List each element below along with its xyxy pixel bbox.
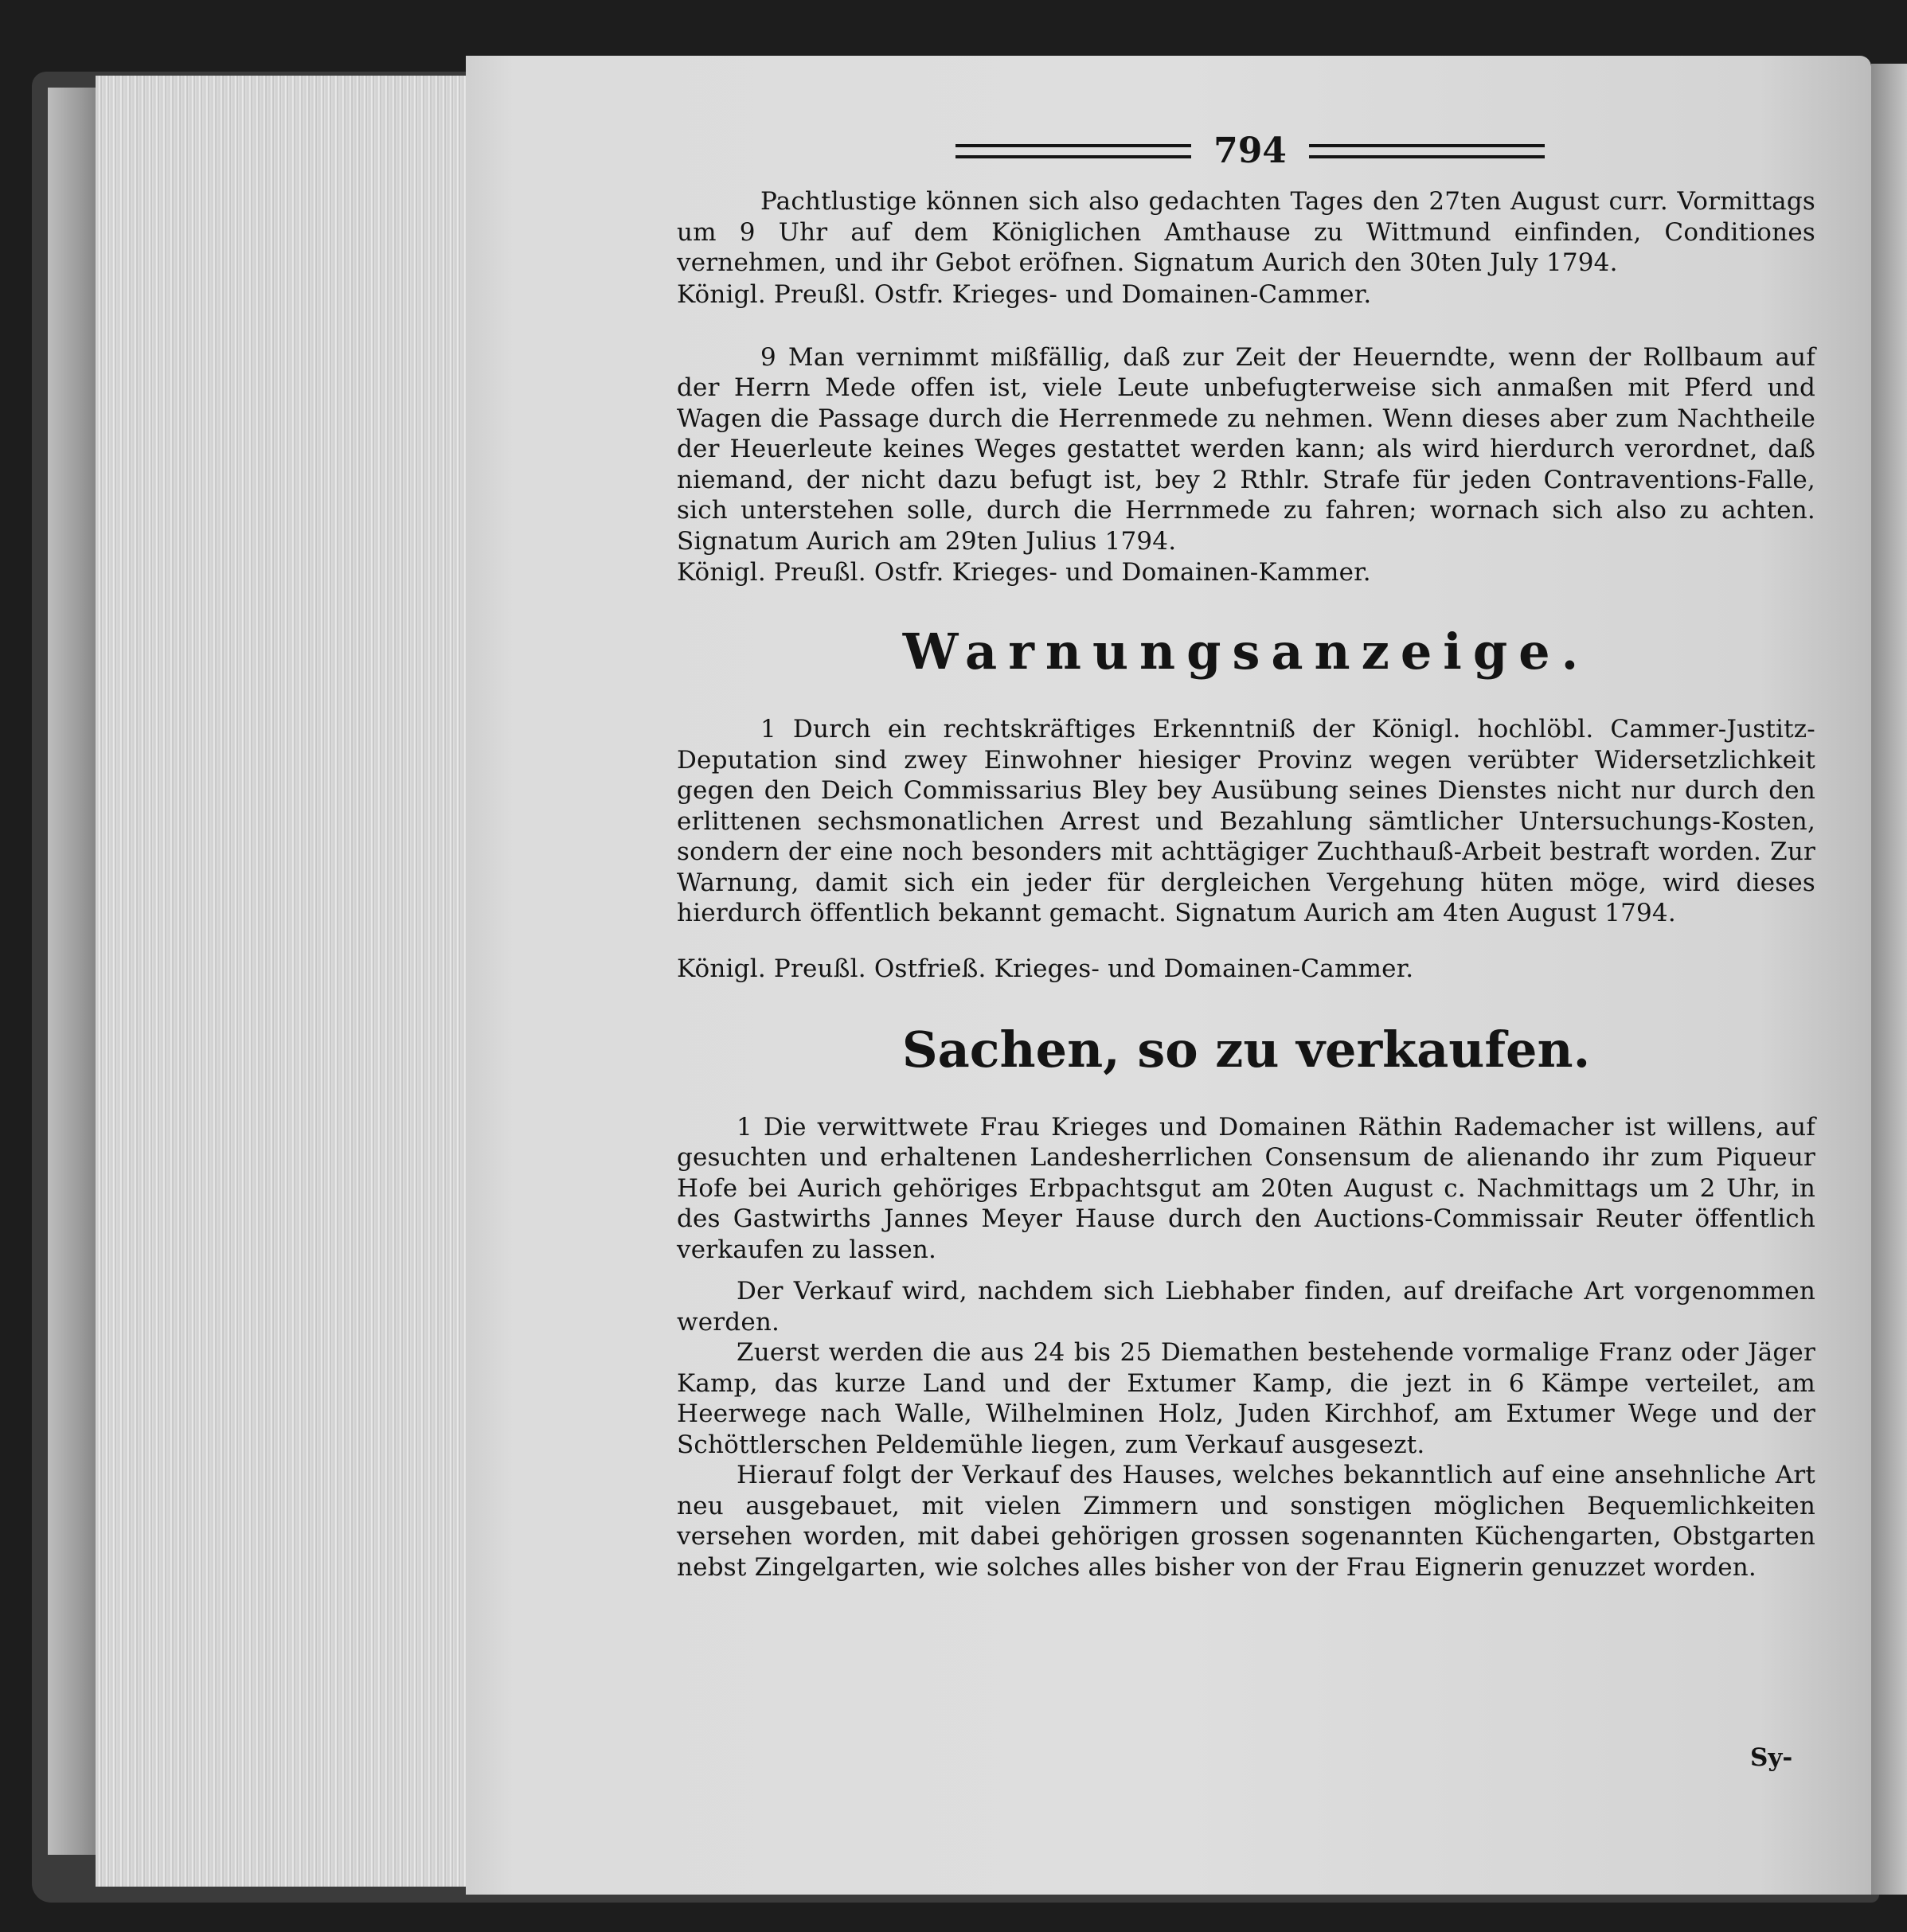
paragraph-herrenmede-notice: 9 Man vernimmt mißfällig, daß zur Zeit der Heuerndte, wenn der Rollbaum auf der Herrn Mede offen ist, viele Leute unbefugterweise sich anmaßen mit Pferd und Wagen die Passage durch die Herrenmede zu nehmen. Wenn dieses aber zum Nachtheile der Heuerleute keines Weges gestattet werden kann; als wird hierdurch verordnet, daß niemand, der nicht dazu befugt ist, bey 2 Rthlr. Strafe für jeden Contraventions-Falle, sich unterstehen solle, durch die Herrnmede zu fahren; wornach sich also zu achten. Signatum Aurich am 29ten Julius 1794. (677, 342, 1815, 556)
page-content (677, 127, 1815, 1583)
signature-chamber-2: Königl. Preußl. Ostfr. Krieges- und Domainen-Kammer. (677, 558, 1371, 587)
signature-chamber-1: Königl. Preußl. Ostfr. Krieges- und Domainen-Cammer. (677, 279, 1372, 309)
paragraph-sale-method: Der Verkauf wird, nachdem sich Liebhaber finden, auf dreifache Art vorgenommen werden. (677, 1277, 1815, 1337)
page-edges (96, 76, 471, 1887)
paragraph-warning: 1 Durch ein rechtskräftiges Erkenntniß der Königl. hochlöbl. Cammer-Justitz-Deputation sind zwey Einwohner hiesiger Provinz wegen verübter Widersetzlichkeit gegen den Deich Commissarius Bley bey Ausübung seines Dienstes nicht nur durch den erlittenen sechsmonatlichen Arrest und Bezahlung sämtlicher Untersuchungs-Kosten, sondern der eine noch besonders mit achttägiger Zuchthauß-Arbeit bestraft worden. Zur Warnung, damit sich ein jeder für dergleichen Vergehung hüten möge, wird dieses hierdurch öffentlich bekannt gemacht. Signatum Aurich am 4ten August 1794. (677, 715, 1815, 927)
page-header (955, 127, 1545, 175)
catchword: Sy- (1750, 1743, 1793, 1772)
paragraph-sale-house: Hierauf folgt der Verkauf des Hauses, welches bekanntlich auf eine ansehnliche Art neu ausgebauet, mit vielen Zimmern und sonstigen möglichen Bequemlichkeiten versehen worden, mit dabei gehörigen grossen sogenannten Küchengarten, Obstgarten nebst Zingelgarten, wie solches alles bisher von der Frau Eignerin genuzzet worden. (677, 1461, 1815, 1582)
facing-page-edge (1871, 64, 1907, 1895)
section-heading-sales: Sachen, so zu verkaufen. (901, 1020, 1591, 1079)
section-heading-warning: Warnungsanzeige. (902, 623, 1590, 681)
header-rule-right (1309, 144, 1545, 158)
paragraph-sale-announcement: 1 Die verwittwete Frau Krieges und Domainen Räthin Rademacher ist willens, auf gesuchten und erhaltenen Landesherrlichen Consensum de alienando ihr zum Piqueur Hofe bei Aurich gehöriges Erbpachtsgut am 20ten August c. Nachmittags um 2 Uhr, in des Gastwirths Jannes Meyer Hause durch den Auctions-Commissair Reuter öffentlich verkaufen zu lassen. (677, 1112, 1815, 1264)
signature-chamber-3: Königl. Preußl. Ostfrieß. Krieges- und Domainen-Cammer. (677, 954, 1414, 983)
header-rule-left (955, 144, 1191, 158)
page-number: 794 (1213, 131, 1287, 171)
paragraph-sale-fields: Zuerst werden die aus 24 bis 25 Diemathen bestehende vormalige Franz oder Jäger Kamp, das kurze Land und der Extumer Kamp, die jezt in 6 Kämpe verteilet, am Heerwege nach Walle, Wilhelminen Holz, Juden Kirchhof, am Extumer Wege und der Schöttlerschen Peldemühle liegen, zum Verkauf ausgesezt. (677, 1338, 1815, 1459)
paragraph-lease-notice: Pachtlustige können sich also gedachten Tages den 27ten August curr. Vormittags um 9 Uhr auf dem Königlichen Amthause zu Wittmund einfinden, Conditiones vernehmen, und ihr Gebot eröfnen. Signatum Aurich den 30ten July 1794. (677, 187, 1815, 277)
